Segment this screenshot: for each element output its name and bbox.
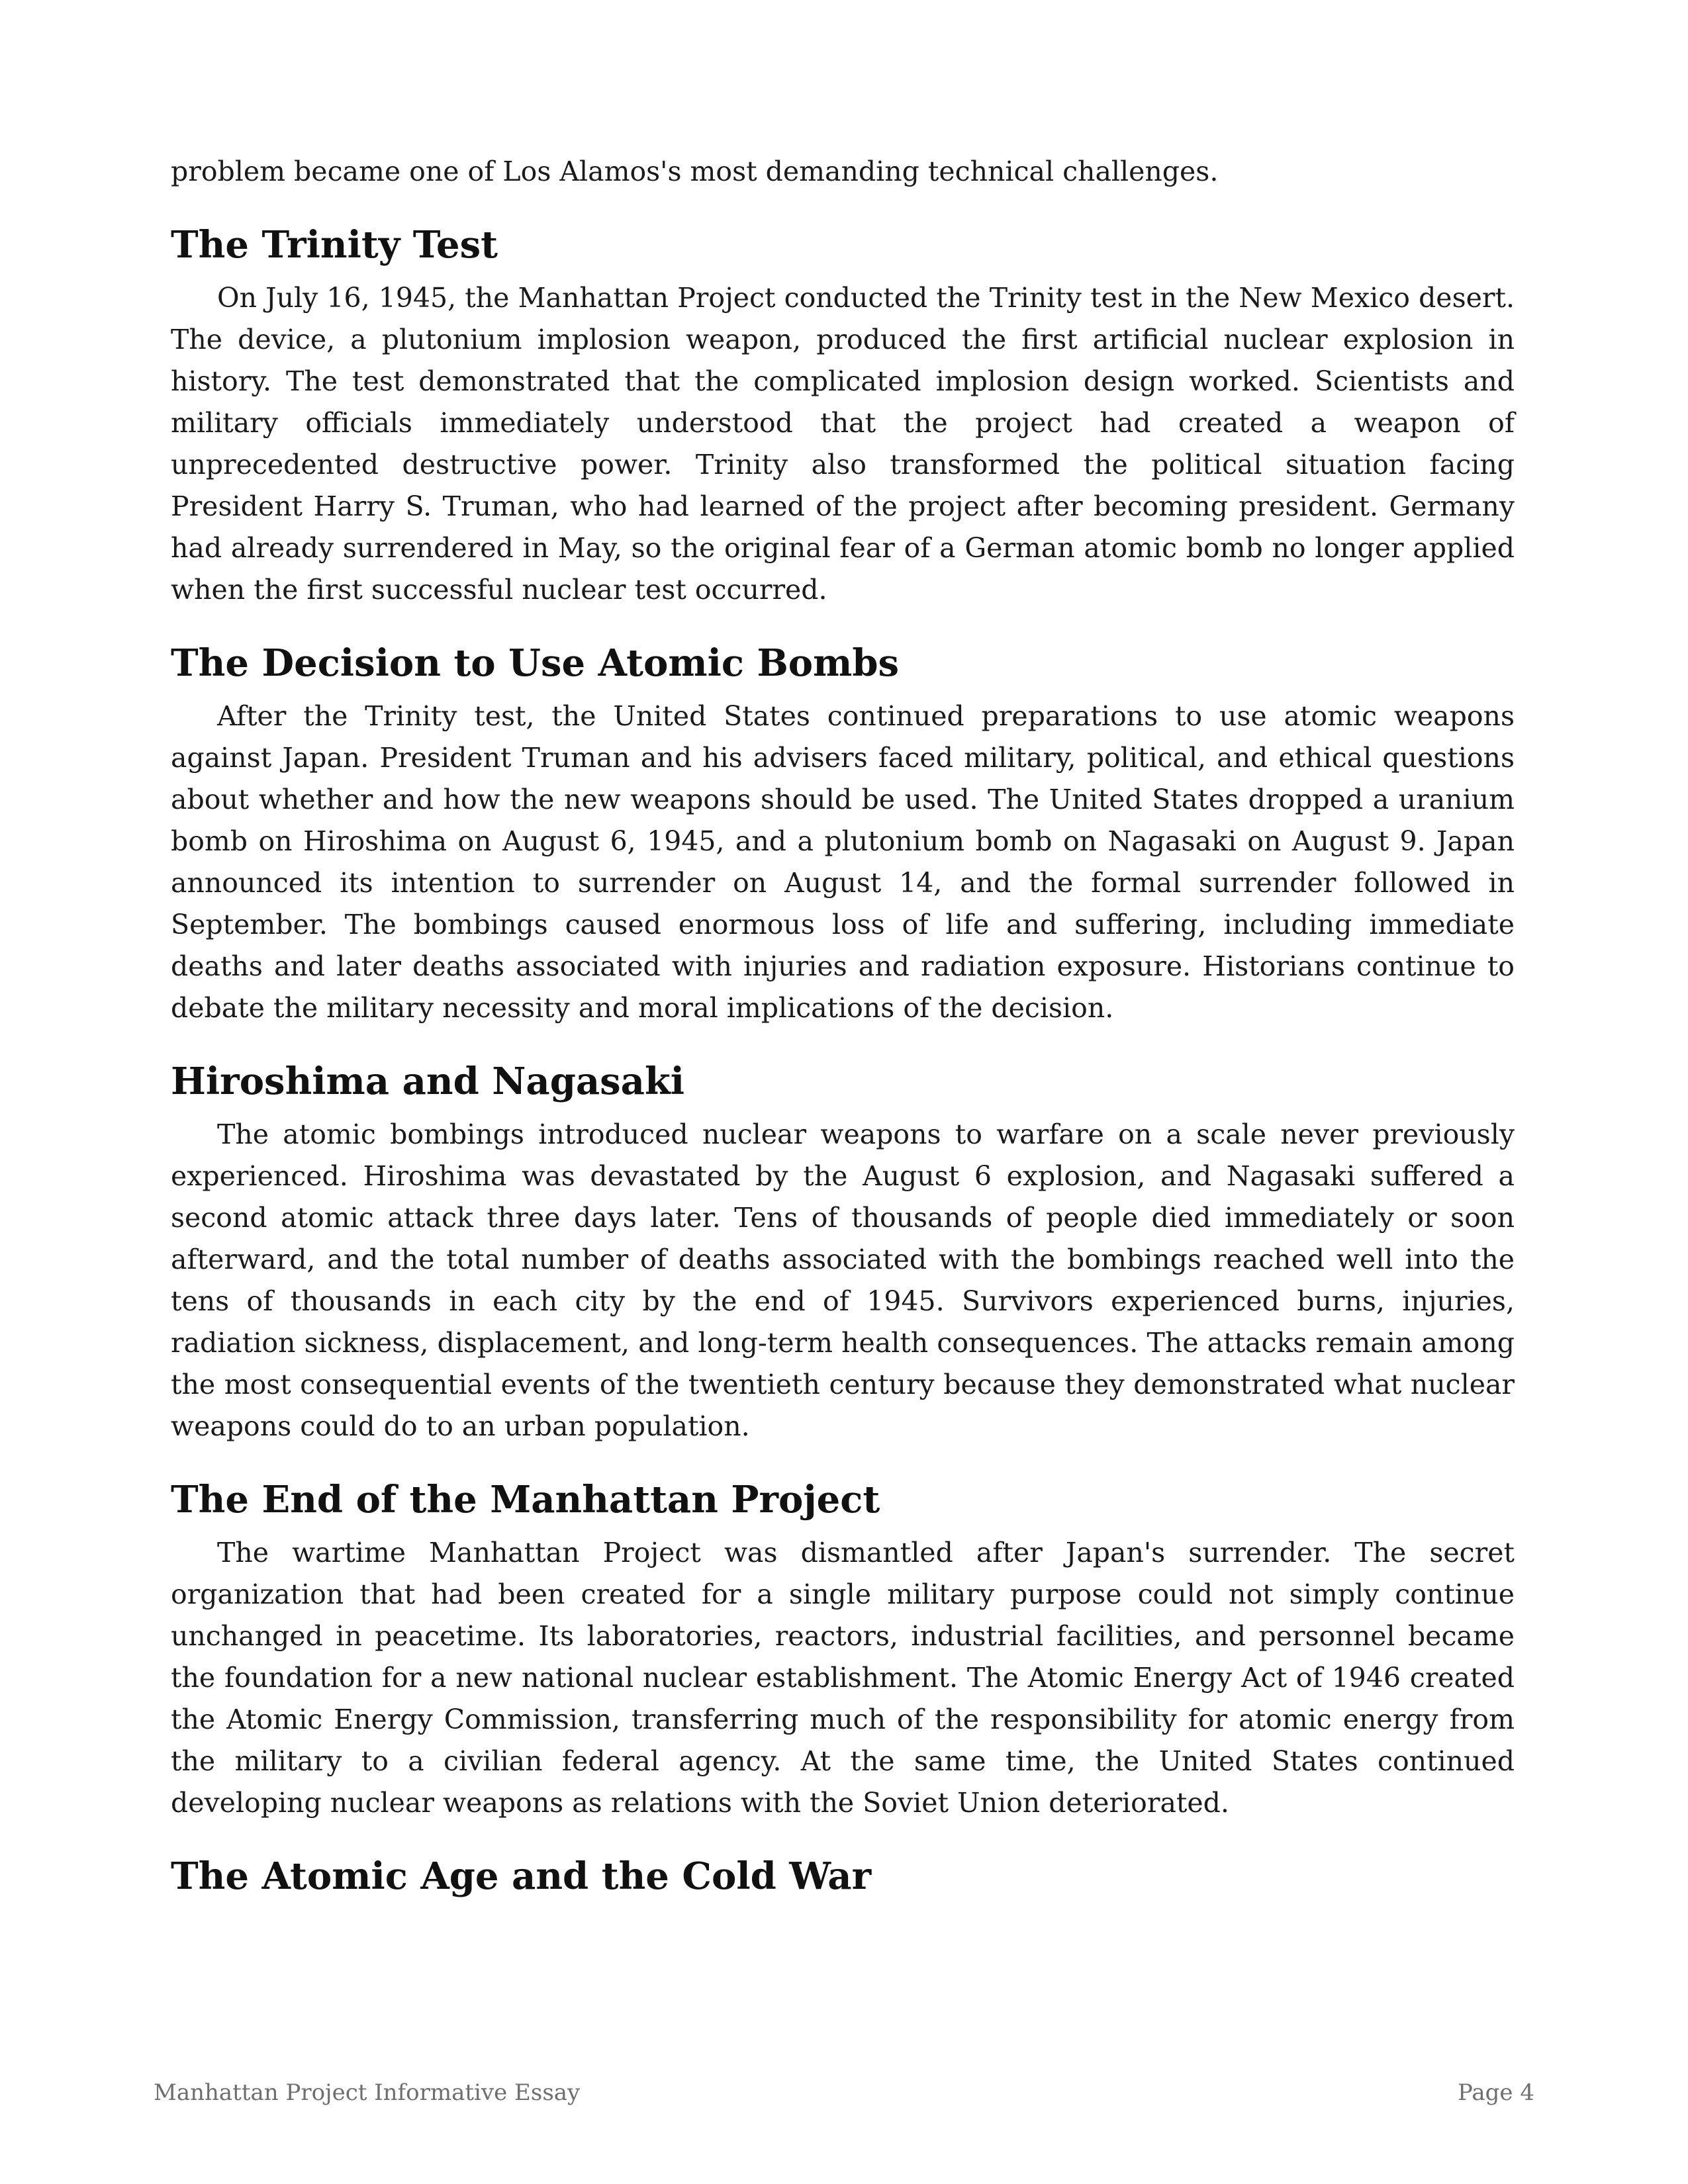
section-heading: Hiroshima and Nagasaki xyxy=(171,1060,685,1103)
document-page xyxy=(171,151,1515,1909)
section-heading: The Atomic Age and the Cold War xyxy=(171,1854,872,1898)
body-paragraph: On July 16, 1945, the Manhattan Project conducted the Trinity test in the New Mexico desert. The device, a plutonium implosion weapon, produced the first artificial nuclear explosion in history. The test demonstrated that the complicated implosion design worked. Scientists and military officials immediately understood that the project had created a weapon of unprecedented destructive power. Trinity also transformed the political situation facing President Harry S. Truman, who had learned of the project after becoming president. Germany had already surrendered in May, so the original fear of a German atomic bomb no longer applied when the first successful nuclear test occurred. xyxy=(171,282,1515,606)
footer-page-number: Page 4 xyxy=(1458,2079,1534,2106)
section-atomic-age-cold-war xyxy=(171,1853,1515,1899)
section-heading: The Decision to Use Atomic Bombs xyxy=(171,641,900,685)
footer-document-title: Manhattan Project Informative Essay xyxy=(154,2079,581,2106)
section-decision-atomic-bombs xyxy=(171,640,1515,1029)
section-trinity-test xyxy=(171,222,1515,611)
section-hiroshima-nagasaki xyxy=(171,1058,1515,1447)
section-end-manhattan-project xyxy=(171,1477,1515,1824)
page-footer xyxy=(154,2079,1534,2106)
continuation-text: problem became one of Los Alamos's most demanding technical challenges. xyxy=(171,156,1219,187)
section-heading: The Trinity Test xyxy=(171,223,498,267)
body-paragraph: The wartime Manhattan Project was dismantled after Japan's surrender. The secret organization that had been created for a single military purpose could not simply continue unchanged in peacetime. Its laboratories, reactors, industrial facilities, and personnel became the foundation for a new national nuclear establishment. The Atomic Energy Act of 1946 created the Atomic Energy Commission, transferring much of the responsibility for atomic energy from the military to a civilian federal agency. At the same time, the United States continued developing nuclear weapons as relations with the Soviet Union deteriorated. xyxy=(171,1537,1515,1819)
body-paragraph: After the Trinity test, the United States continued preparations to use atomic weapons against Japan. President Truman and his advisers faced military, political, and ethical questions about whether and how the new weapons should be used. The United States dropped a uranium bomb on Hiroshima on August 6, 1945, and a plutonium bomb on Nagasaki on August 9. Japan announced its intention to surrender on August 14, and the formal surrender followed in September. The bombings caused enormous loss of life and suffering, including immediate deaths and later deaths associated with injuries and radiation exposure. Historians continue to debate the military necessity and moral implications of the decision. xyxy=(171,700,1515,1024)
body-paragraph: The atomic bombings introduced nuclear weapons to warfare on a scale never previously experienced. Hiroshima was devastated by the August 6 explosion, and Nagasaki suffered a second atomic attack three days later. Tens of thousands of people died immediately or soon afterward, and the total number of deaths associated with the bombings reached well into the tens of thousands in each city by the end of 1945. Survivors experienced burns, injuries, radiation sickness, displacement, and long-term health consequences. The attacks remain among the most consequential events of the twentieth century because they demonstrated what nuclear weapons could do to an urban population. xyxy=(171,1118,1515,1442)
section-heading: The End of the Manhattan Project xyxy=(171,1478,880,1522)
